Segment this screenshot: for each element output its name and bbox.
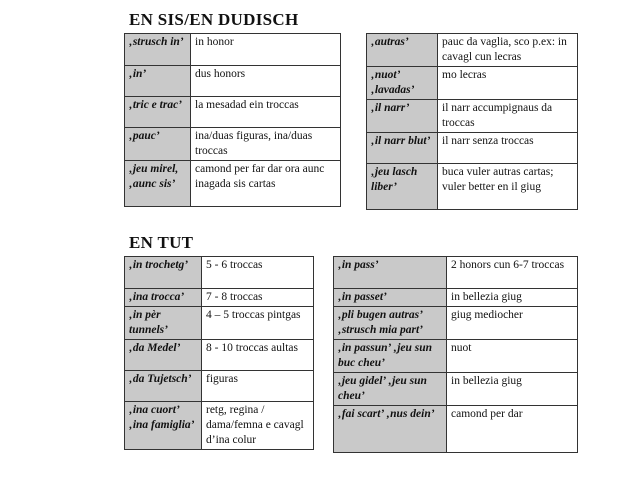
definition-cell: in bellezia giug: [447, 372, 578, 405]
table-row: [125, 370, 314, 401]
table-row: [125, 401, 314, 449]
table-row: [367, 66, 578, 99]
definition-cell: il narr accumpignaus da troccas: [438, 99, 578, 132]
table-row: [367, 34, 578, 67]
table-row: [334, 306, 578, 339]
term-cell: ‚nuot’ ‚lavadas’: [367, 66, 438, 99]
term-cell: ‚jeu gidel’ ‚jeu sun cheu’: [334, 372, 447, 405]
table-row: [125, 339, 314, 370]
definition-cell: buca vuler autras cartas; vuler better en il giug: [438, 163, 578, 209]
table-row: [334, 405, 578, 452]
term-cell: ‚ina trocca’: [125, 289, 202, 307]
term-cell: ‚in pass’: [334, 257, 447, 289]
table-row: [125, 289, 314, 307]
term-cell: ‚in’: [125, 66, 191, 97]
definition-cell: nuot: [447, 339, 578, 372]
definition-cell: camond per far dar ora aunc inagada sis cartas: [191, 160, 341, 206]
term-cell: ‚jeu lasch liber’: [367, 163, 438, 209]
term-cell: ‚in pèr tunnels’: [125, 306, 202, 339]
term-cell: ‚da Tujetsch’: [125, 370, 202, 401]
definition-cell: in bellezia giug: [447, 289, 578, 307]
term-cell: ‚il narr’: [367, 99, 438, 132]
definition-cell: retg, regina / dama/femna e cavagl d’ina colur: [202, 401, 314, 449]
term-cell: ‚da Medel’: [125, 339, 202, 370]
glossary-table-en-sis-right: [366, 33, 578, 210]
term-cell: ‚jeu mirel, ‚aunc sis’: [125, 160, 191, 206]
term-cell: ‚ina cuort’ ‚ina famiglia’: [125, 401, 202, 449]
definition-cell: mo lecras: [438, 66, 578, 99]
term-cell: ‚in trochetg’: [125, 257, 202, 289]
glossary-table-en-tut-right: [333, 256, 578, 453]
definition-cell: 4 – 5 troccas pintgas: [202, 306, 314, 339]
section-heading-en-sis: EN SIS/EN DUDISCH: [129, 10, 299, 29]
table-row: [125, 128, 341, 161]
table-row: [125, 66, 341, 97]
definition-cell: giug mediocher: [447, 306, 578, 339]
glossary-table-en-tut-left: [124, 256, 314, 450]
definition-cell: 8 - 10 troccas aultas: [202, 339, 314, 370]
table-row: [334, 289, 578, 307]
term-cell: ‚pauc’: [125, 128, 191, 161]
term-cell: ‚strusch in’: [125, 34, 191, 66]
term-cell: ‚tric e trac’: [125, 97, 191, 128]
term-cell: ‚pli bugen autras’ ‚strusch mia part’: [334, 306, 447, 339]
term-cell: ‚fai scart’ ‚nus dein’: [334, 405, 447, 452]
term-cell: ‚in passet’: [334, 289, 447, 307]
definition-cell: dus honors: [191, 66, 341, 97]
table-row: [125, 97, 341, 128]
definition-cell: 2 honors cun 6-7 troccas: [447, 257, 578, 289]
term-cell: ‚in passun’ ‚jeu sun buc cheu’: [334, 339, 447, 372]
table-row: [367, 132, 578, 163]
table-row: [125, 306, 314, 339]
section-heading-en-tut: EN TUT: [129, 233, 194, 252]
term-cell: ‚autras’: [367, 34, 438, 67]
table-row: [367, 99, 578, 132]
table-row: [125, 257, 314, 289]
definition-cell: figuras: [202, 370, 314, 401]
term-cell: ‚il narr blut’: [367, 132, 438, 163]
definition-cell: il narr senza troccas: [438, 132, 578, 163]
glossary-table-en-sis-left: [124, 33, 341, 207]
definition-cell: pauc da vaglia, sco p.ex: in cavagl cun lecras: [438, 34, 578, 67]
definition-cell: camond per dar: [447, 405, 578, 452]
table-row: [125, 160, 341, 206]
definition-cell: la mesadad ein troccas: [191, 97, 341, 128]
table-row: [334, 372, 578, 405]
definition-cell: in honor: [191, 34, 341, 66]
definition-cell: ina/duas figuras, ina/duas troccas: [191, 128, 341, 161]
table-row: [125, 34, 341, 66]
table-row: [367, 163, 578, 209]
definition-cell: 7 - 8 troccas: [202, 289, 314, 307]
definition-cell: 5 - 6 troccas: [202, 257, 314, 289]
table-row: [334, 257, 578, 289]
table-row: [334, 339, 578, 372]
